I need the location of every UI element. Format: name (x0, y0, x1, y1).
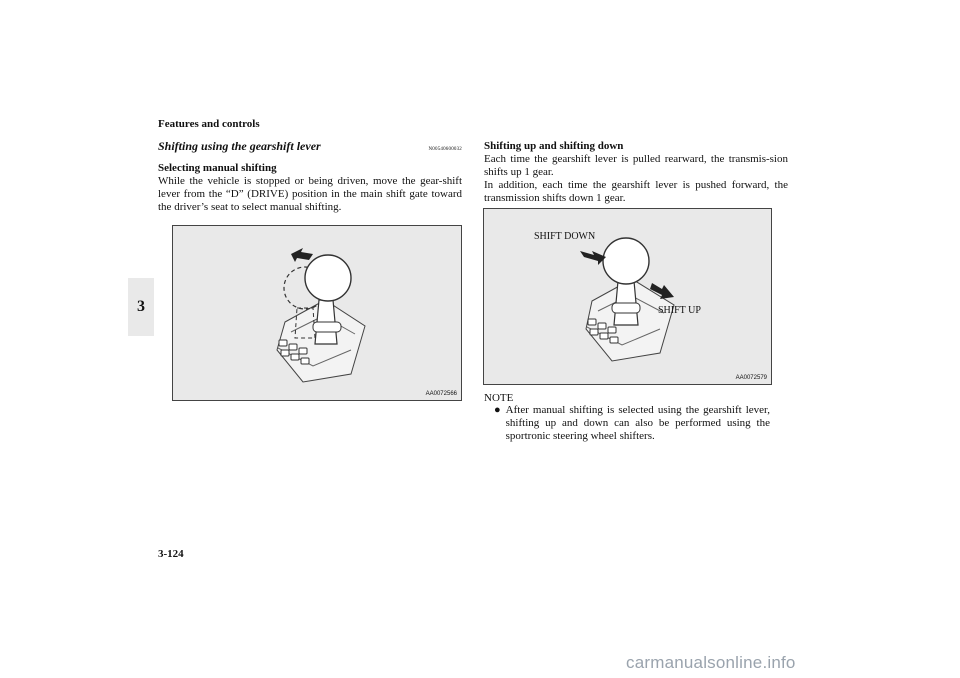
title-row (158, 140, 462, 156)
reference-code: N00540600032 (428, 147, 462, 152)
page-number: 3-124 (158, 548, 184, 560)
watermark[interactable]: carmanualsonline.info (626, 653, 796, 672)
figure-code: AA0072579 (735, 375, 767, 381)
bullet-icon: ● (494, 404, 501, 416)
shift-up-paragraph: Each time the gearshift lever is pulled rearward, the transmis-sion shifts up 1 gear. (484, 153, 788, 178)
shift-up-label: SHIFT UP (658, 305, 701, 316)
note-label: NOTE (484, 392, 514, 404)
right-column (484, 140, 788, 205)
figure-code: AA0072566 (425, 391, 457, 397)
left-column (158, 140, 462, 214)
gearshift-lever-illustration (173, 226, 461, 400)
note-body (494, 404, 770, 443)
subheading-shift-up-down: Shifting up and shifting down (484, 140, 624, 152)
gearshift-lever-figure (172, 225, 462, 401)
shift-direction-figure (483, 208, 772, 385)
shift-down-paragraph: In addition, each time the gearshift lever is pushed forward, the transmission shifts down 1 gear. (484, 179, 788, 204)
manual-shifting-paragraph: While the vehicle is stopped or being driven, move the gear-shift lever from the “D” (DRIVE) position in the main shift gate toward the driver’s seat to select manual shifting. (158, 175, 462, 213)
subheading-manual-shifting: Selecting manual shifting (158, 162, 277, 174)
chapter-tab: 3 (128, 278, 154, 336)
shift-down-label: SHIFT DOWN (534, 231, 596, 242)
shift-direction-illustration (484, 209, 771, 384)
section-header: Features and controls (158, 118, 260, 130)
note-text: After manual shifting is selected using the gearshift lever, shifting up and down can also be performed using the sportronic steering wheel shifters. (505, 404, 770, 442)
section-title: Shifting using the gearshift lever (158, 139, 321, 153)
